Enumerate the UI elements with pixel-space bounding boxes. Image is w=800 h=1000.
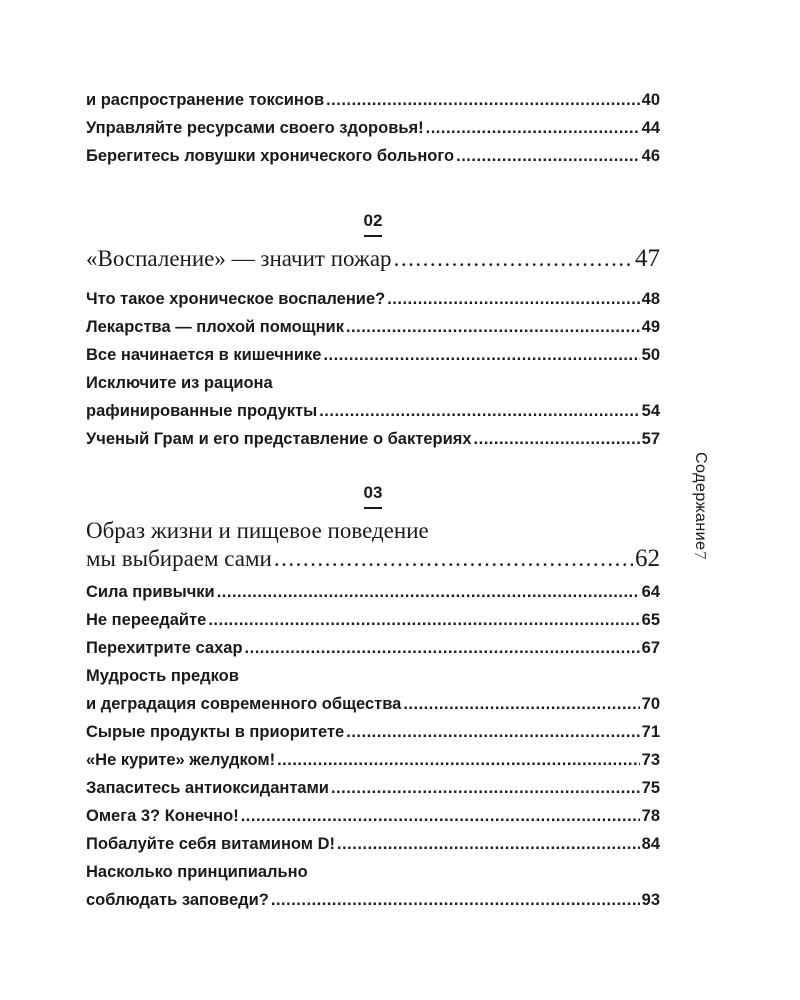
- leader-dots: [326, 86, 640, 114]
- running-header: [690, 452, 710, 560]
- leader-dots: [271, 886, 640, 914]
- entry-page: 48: [641, 290, 660, 308]
- entry-title-line2: соблюдать заповеди?: [86, 891, 269, 909]
- entry-page: 93: [641, 891, 660, 909]
- toc-entry[interactable]: [86, 425, 660, 453]
- toc-entry[interactable]: [86, 830, 660, 858]
- entry-page: 46: [641, 147, 660, 165]
- chapter-title-line2: мы выбираем сами: [86, 546, 272, 571]
- leader-dots: [274, 545, 633, 573]
- entry-page: 50: [641, 346, 660, 364]
- leader-dots: [346, 718, 639, 746]
- chapter-entries: [86, 578, 660, 914]
- chapter-number-text: 02: [364, 210, 383, 237]
- leader-dots: [331, 774, 640, 802]
- toc-entry[interactable]: [86, 142, 660, 170]
- entry-page: 44: [641, 119, 660, 137]
- entry-page: 64: [641, 583, 660, 601]
- entry-page: 49: [641, 318, 660, 336]
- entry-page: 70: [641, 695, 660, 713]
- leader-dots: [387, 285, 639, 313]
- toc-entry[interactable]: [86, 606, 660, 634]
- entry-title-line2: и деградация современного общества: [86, 695, 402, 713]
- entry-title: Исключите из рациона: [86, 374, 273, 392]
- entry-title: Мудрость предков: [86, 667, 239, 685]
- entry-page: 78: [641, 807, 660, 825]
- toc-entry[interactable]: [86, 858, 660, 914]
- entry-page: 84: [641, 835, 660, 853]
- entry-page: 57: [641, 430, 660, 448]
- toc-entry[interactable]: [86, 369, 660, 425]
- leader-dots: [403, 690, 639, 718]
- entry-page: 71: [641, 723, 660, 741]
- entry-title: Насколько принципиально: [86, 863, 308, 881]
- entry-page: 40: [641, 91, 660, 109]
- entry-title: Берегитесь ловушки хронического больного: [86, 147, 455, 165]
- entry-title: Запаситесь антиоксидантами: [86, 779, 329, 797]
- leader-dots: [217, 578, 640, 606]
- toc-entry[interactable]: [86, 86, 660, 114]
- entry-page: 54: [641, 402, 660, 420]
- entry-page: 67: [641, 639, 660, 657]
- leader-dots: [474, 425, 640, 453]
- entry-title: Ученый Грам и его представление о бактериях: [86, 430, 472, 448]
- leader-dots: [346, 313, 640, 341]
- toc-entry[interactable]: [86, 114, 660, 142]
- toc-entry[interactable]: [86, 313, 660, 341]
- leader-dots: [456, 142, 640, 170]
- entry-title: Управляйте ресурсами своего здоровья!: [86, 119, 424, 137]
- entry-title: Сила привычки: [86, 583, 215, 601]
- toc-entry[interactable]: [86, 718, 660, 746]
- chapter-title-line1: Образ жизни и пищевое поведение: [86, 518, 429, 543]
- leader-dots: [426, 114, 640, 142]
- chapter-number: [86, 482, 660, 509]
- leader-dots: [394, 245, 633, 273]
- chapter-entries: [86, 285, 660, 453]
- leader-dots: [245, 634, 640, 662]
- entry-title: Лекарства — плохой помощник: [86, 318, 344, 336]
- entry-title: Побалуйте себя витамином D!: [86, 835, 335, 853]
- chapter-page: 62: [635, 545, 660, 572]
- toc-entry[interactable]: [86, 285, 660, 313]
- leader-dots: [319, 397, 639, 425]
- toc-entry[interactable]: [86, 774, 660, 802]
- page-number: 7: [691, 550, 710, 560]
- leader-dots: [241, 802, 640, 830]
- entry-page: 75: [641, 779, 660, 797]
- entry-title: Не переедайте: [86, 611, 207, 629]
- section-label: Содержание: [692, 452, 709, 551]
- toc-entry[interactable]: [86, 341, 660, 369]
- chapter-title[interactable]: [86, 517, 660, 573]
- entry-title: Что такое хроническое воспаление?: [86, 290, 386, 308]
- entry-title: Сырые продукты в приоритете: [86, 723, 345, 741]
- toc-entry[interactable]: [86, 578, 660, 606]
- toc-entry[interactable]: [86, 802, 660, 830]
- toc-entry[interactable]: [86, 662, 660, 718]
- leader-dots: [277, 746, 640, 774]
- chapter-number-text: 03: [364, 482, 383, 509]
- entry-title-line2: рафинированные продукты: [86, 402, 318, 420]
- leader-dots: [208, 606, 639, 634]
- entry-title: Перехитрите сахар: [86, 639, 243, 657]
- chapter-title[interactable]: [86, 245, 660, 273]
- chapter-title-text: «Воспаление» — значит пожар: [86, 246, 392, 271]
- chapter-page: 47: [635, 245, 660, 272]
- entry-title: Омега 3? Конечно!: [86, 807, 239, 825]
- leader-dots: [323, 341, 639, 369]
- toc-entry[interactable]: [86, 746, 660, 774]
- entry-title: и распространение токсинов: [86, 91, 325, 109]
- toc-entry[interactable]: [86, 634, 660, 662]
- leader-dots: [337, 830, 640, 858]
- intro-entries: [86, 86, 660, 170]
- entry-page: 65: [641, 611, 660, 629]
- entry-title: Все начинается в кишечнике: [86, 346, 322, 364]
- entry-title: «Не курите» желудком!: [86, 751, 276, 769]
- entry-page: 73: [641, 751, 660, 769]
- chapter-number: [86, 210, 660, 237]
